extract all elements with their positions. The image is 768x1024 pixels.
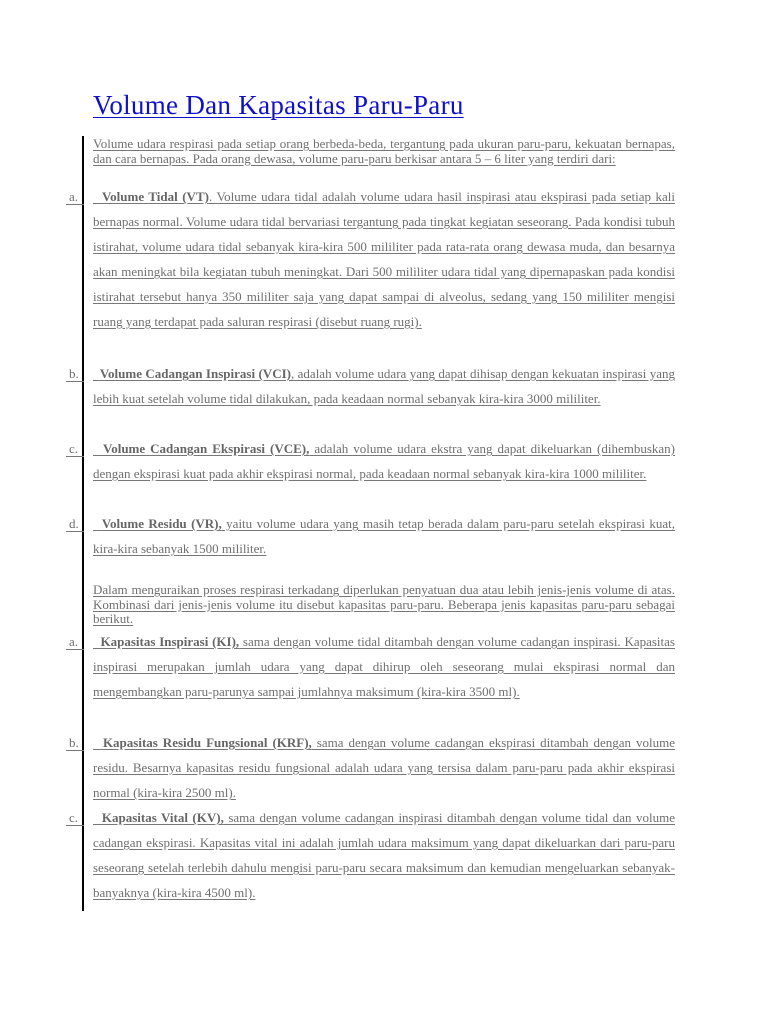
definition: , adalah volume udara yang dapat dihisap dengan kekuatan inspirasi yang lebih kuat setelah volume tidal dilakukan, pada keadaan normal sebanyak kira-kira 3000 mililiter. (93, 366, 676, 406)
list-item-kapasitas-inspirasi[interactable] (93, 629, 675, 704)
list-marker: c. (69, 810, 79, 825)
marker-underline (66, 649, 84, 650)
list-item-kapasitas-vital[interactable] (93, 805, 675, 905)
page-title[interactable]: Volume Dan Kapasitas Paru-Paru (93, 90, 464, 120)
list-item-volume-cadangan-inspirasi[interactable] (93, 361, 675, 411)
list-marker: d. (69, 516, 79, 531)
list-marker: b. (69, 366, 79, 381)
list-marker: c. (69, 441, 79, 456)
term: Volume Cadangan Inspirasi (VCI) (99, 366, 291, 381)
definition: yaitu volume udara yang masih tetap berada dalam paru-paru setelah ekspirasi kuat, kira-kira sebanyak 1500 mililiter. (93, 516, 676, 556)
marker-underline (66, 750, 84, 751)
term: Kapasitas Inspirasi (KI), (100, 634, 240, 649)
capacity-intro-paragraph[interactable]: Dalam menguraikan proses respirasi terkadang diperlukan penyatuan dua atau lebih jenis-jenis volume di atas. Kombinasi dari jenis-jenis volume itu disebut kapasitas paru-paru. Beberapa jenis kapasitas paru-paru sebagai berikut. (93, 582, 675, 626)
marker-underline (66, 456, 84, 457)
list-marker: a. (69, 189, 79, 204)
definition: sama dengan volume tidal ditambah dengan volume cadangan inspirasi. Kapasitas inspirasi merupakan jumlah udara yang dapat dihirup oleh seseorang mulai ekspirasi normal dan mengembangkan paru-parunya sampai jumlahnya maksimum (kira-kira 3500 ml). (93, 634, 675, 699)
definition: . Volume udara tidal adalah volume udara hasil inspirasi atau ekspirasi pada setiap kali bernapas normal. Volume udara tidal bervariasi tergantung pada tingkat kegiatan seseorang. Pada kondisi tubuh istirahat, volume udara tidal sebanyak kira-kira 500 mililiter pada rata-rata orang dewasa muda, dan besarnya akan meningkat bila kegiatan tubuh meningkat. Dari 500 mililiter udara tidal yang dipernapaskan pada kondisi istirahat tersebut hanya 350 mililiter saja yang dapat sampai di alveolus, sedang yang 150 mililiter mengisi ruang yang terdapat pada saluran respirasi (disebut ruang rugi). (93, 189, 676, 329)
term: Kapasitas Vital (KV), (101, 810, 224, 825)
term: Volume Residu (VR), (101, 516, 222, 531)
list-item-kapasitas-residu-fungsional[interactable] (93, 730, 675, 805)
list-item-volume-cadangan-ekspirasi[interactable] (93, 436, 675, 486)
definition: sama dengan volume cadangan inspirasi ditambah dengan volume tidal dan volume cadangan ekspirasi. Kapasitas vital ini adalah jumlah udara maksimum yang dapat dikeluarkan dari paru-paru seseorang setelah terlebih dahulu mengisi paru-paru secara maksimum dan kemudian mengeluarkan sebanyak-banyaknya (kira-kira 4500 ml). (93, 810, 675, 900)
marker-underline (66, 825, 84, 826)
term: Kapasitas Residu Fungsional (KRF), (102, 735, 312, 750)
list-item-volume-residu[interactable] (93, 511, 675, 561)
marker-underline (66, 381, 84, 382)
term: Volume Cadangan Ekspirasi (VCE), (103, 441, 310, 456)
definition: sama dengan volume cadangan ekspirasi ditambah dengan volume residu. Besarnya kapasitas residu fungsional adalah udara yang tersisa dalam paru-paru pada akhir ekspirasi normal (kira-kira 2500 ml). (93, 735, 675, 800)
definition: adalah volume udara ekstra yang dapat dikeluarkan (dihembuskan) dengan ekspirasi kuat pada akhir ekspirasi normal, pada keadaan normal sebanyak kira-kira 1000 mililiter. (93, 441, 676, 481)
list-marker: a. (69, 634, 79, 649)
list-item-volume-tidal[interactable] (93, 184, 675, 334)
term: Volume Tidal (VT) (101, 189, 209, 204)
marker-underline (66, 204, 84, 205)
list-marker: b. (69, 735, 79, 750)
left-margin-rule (82, 136, 84, 911)
marker-underline (66, 531, 84, 532)
intro-paragraph[interactable]: Volume udara respirasi pada setiap orang berbeda-beda, tergantung pada ukuran paru-paru, kekuatan bernapas, dan cara bernapas. Pada orang dewasa, volume paru-paru berkisar antara 5 – 6 liter yang terdiri dari: (93, 136, 675, 166)
